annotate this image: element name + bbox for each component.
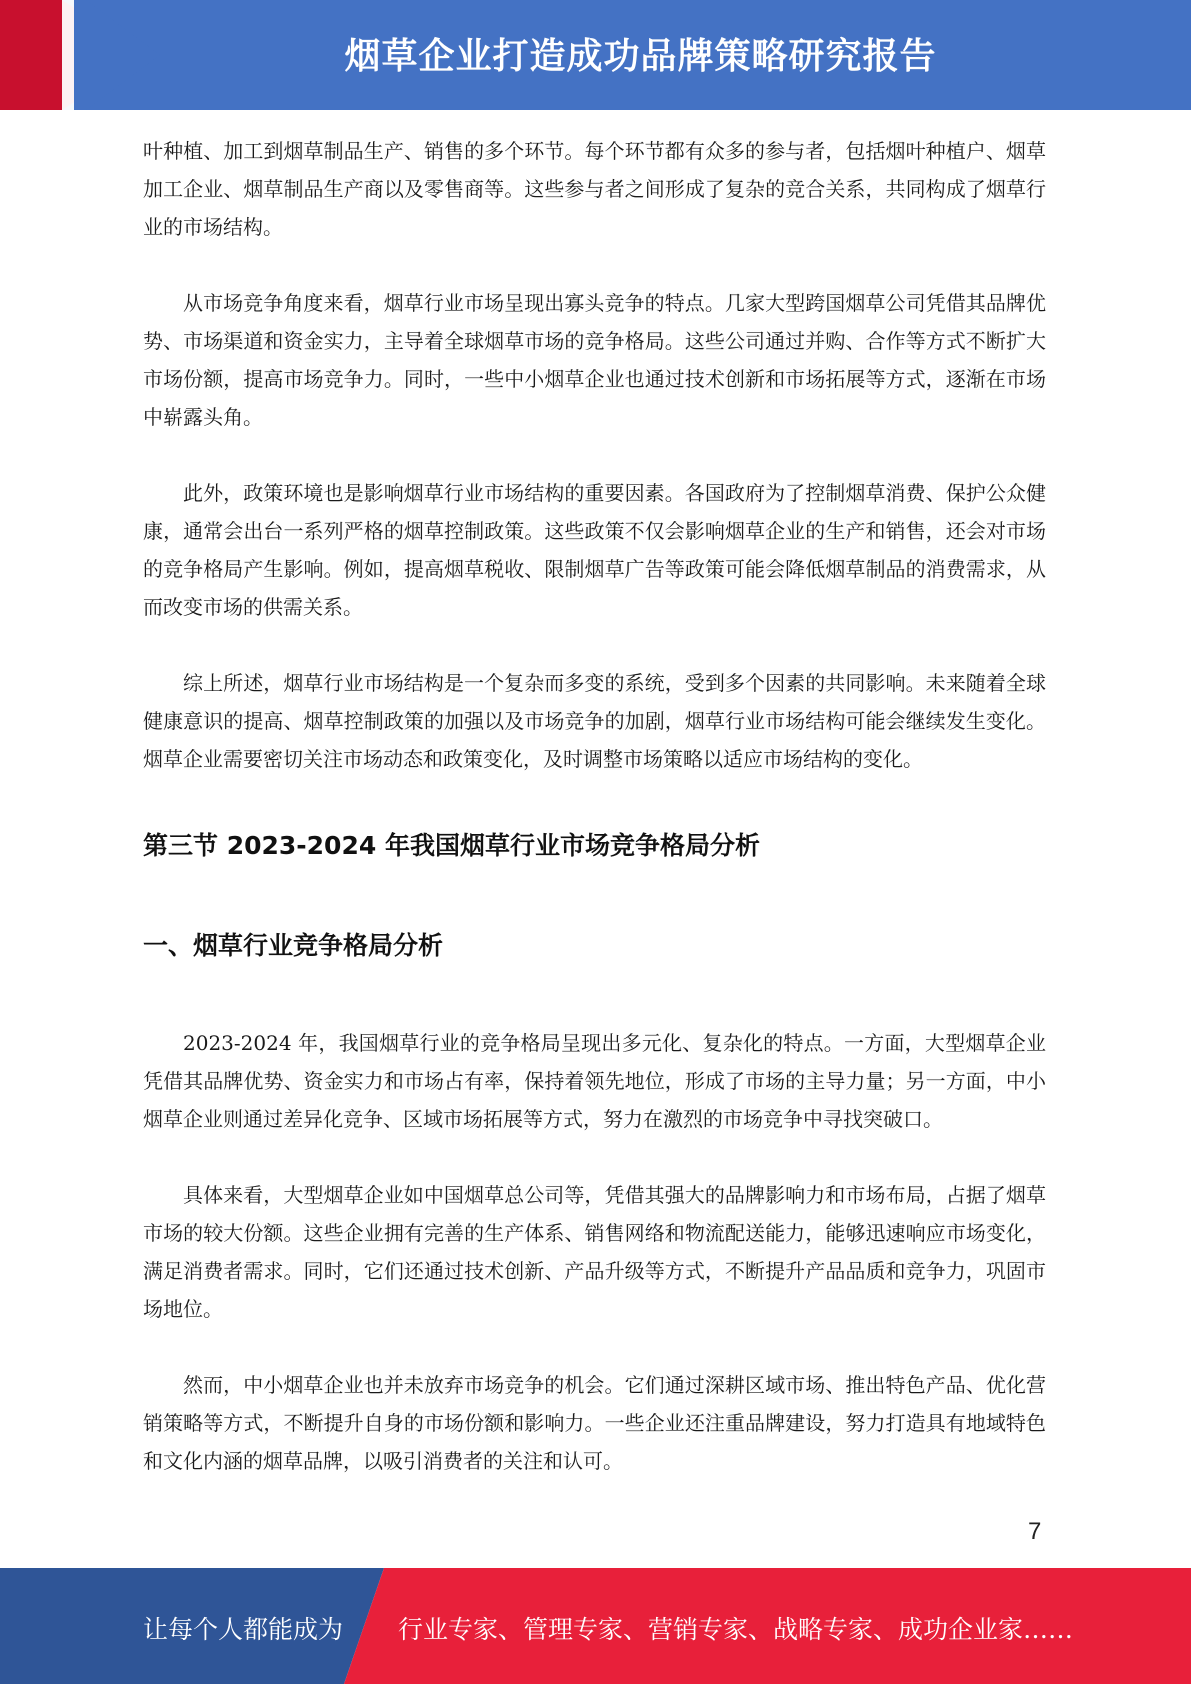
page-header [0, 0, 1191, 110]
footer-slogan-right: 行业专家、管理专家、营销专家、战略专家、成功企业家…… [398, 1615, 1074, 1644]
paragraph: 此外，政策环境也是影响烟草行业市场结构的重要因素。各国政府为了控制烟草消费、保护公众健康，通常会出台一系列严格的烟草控制政策。这些政策不仅会影响烟草企业的生产和销售，还会对市场的竞争格局产生影响。例如，提高烟草税收、限制烟草广告等政策可能会降低烟草制品的消费需求，从而改变市场的供需关系。 [143, 481, 1046, 619]
page-number: 7 [1028, 1518, 1042, 1545]
footer-slogan-left: 让每个人都能成为 [143, 1615, 344, 1644]
paragraph: 然而，中小烟草企业也并未放弃市场竞争的机会。它们通过深耕区域市场、推出特色产品、优化营销策略等方式，不断提升自身的市场份额和影响力。一些企业还注重品牌建设，努力打造具有地域特色和文化内涵的烟草品牌，以吸引消费者的关注和认可。 [143, 1373, 1046, 1473]
paragraph: 从市场竞争角度来看，烟草行业市场呈现出寡头竞争的特点。几家大型跨国烟草公司凭借其品牌优势、市场渠道和资金实力，主导着全球烟草市场的竞争格局。这些公司通过并购、合作等方式不断扩大市场份额，提高市场竞争力。同时，一些中小烟草企业也通过技术创新和市场拓展等方式，逐渐在市场中崭露头角。 [143, 291, 1046, 429]
document-body [143, 132, 1046, 1480]
paragraph-continued: 叶种植、加工到烟草制品生产、销售的多个环节。每个环节都有众多的参与者，包括烟叶种植户、烟草加工企业、烟草制品生产商以及零售商等。这些参与者之间形成了复杂的竞合关系，共同构成了烟草行业的市场结构。 [143, 139, 1046, 239]
subsection-heading: 一、烟草行业竞争格局分析 [143, 931, 444, 960]
report-title: 烟草企业打造成功品牌策略研究报告 [344, 36, 937, 77]
paragraph: 具体来看，大型烟草企业如中国烟草总公司等，凭借其强大的品牌影响力和市场布局，占据了烟草市场的较大份额。这些企业拥有完善的生产体系、销售网络和物流配送能力，能够迅速响应市场变化，满足消费者需求。同时，它们还通过技术创新、产品升级等方式，不断提升产品品质和竞争力，巩固市场地位。 [143, 1183, 1046, 1321]
paragraph: 综上所述，烟草行业市场结构是一个复杂而多变的系统，受到多个因素的共同影响。未来随着全球健康意识的提高、烟草控制政策的加强以及市场竞争的加剧，烟草行业市场结构可能会继续发生变化。烟草企业需要密切关注市场动态和政策变化，及时调整市场策略以适应市场结构的变化。 [143, 671, 1046, 771]
section-heading: 第三节 2023-2024 年我国烟草行业市场竞争格局分析 [143, 831, 760, 860]
page-footer [0, 1568, 1191, 1684]
paragraph: 2023-2024 年，我国烟草行业的竞争格局呈现出多元化、复杂化的特点。一方面，大型烟草企业凭借其品牌优势、资金实力和市场占有率，保持着领先地位，形成了市场的主导力量；另一方面，中小烟草企业则通过差异化竞争、区域市场拓展等方式，努力在激烈的市场竞争中寻找突破口。 [143, 1031, 1046, 1131]
